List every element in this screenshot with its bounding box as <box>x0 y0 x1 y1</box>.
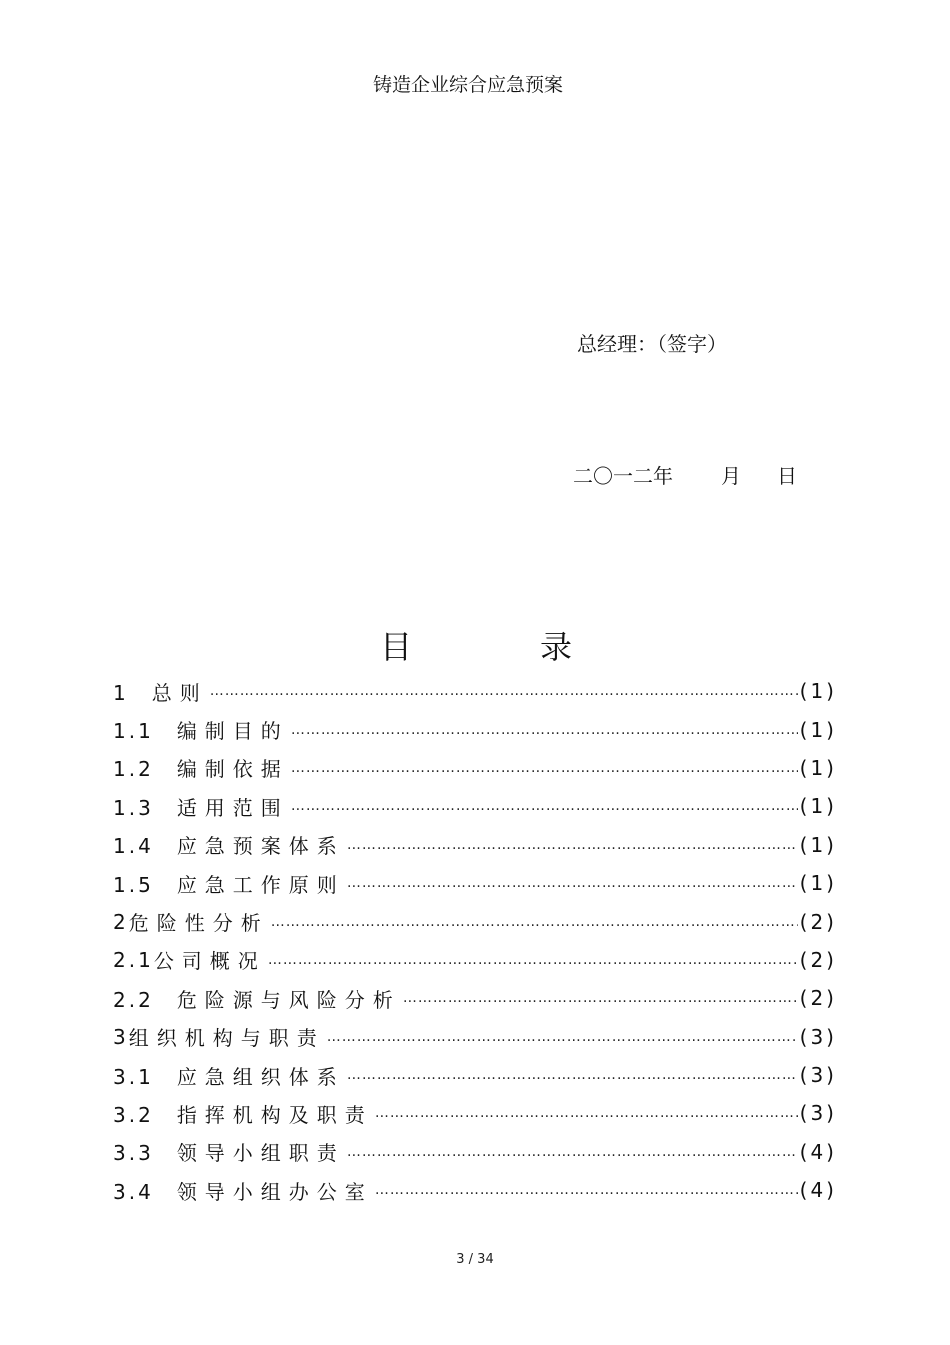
toc-dot-leader <box>271 914 798 930</box>
date-month: 月 <box>721 464 741 488</box>
toc-entry-label: 应急组织体系 <box>176 1064 345 1089</box>
toc-entry-number: 3.1 <box>113 1064 177 1089</box>
toc-entry[interactable] <box>113 1094 837 1132</box>
toc-entry-label: 领导小组办公室 <box>176 1179 373 1204</box>
toc-entry-number: 2.1 <box>113 947 154 972</box>
toc-entry[interactable] <box>113 902 837 940</box>
toc-entry-label: 适用范围 <box>176 795 289 820</box>
toc-entry[interactable] <box>113 1133 837 1171</box>
toc-entry-page: (1) <box>799 871 837 896</box>
toc-entry-label: 编制依据 <box>176 757 289 782</box>
toc-entry-label: 总则 <box>151 680 208 705</box>
toc-dot-leader <box>327 1029 798 1045</box>
toc-entry[interactable] <box>113 710 837 748</box>
toc-entry-number: 1.4 <box>113 834 177 859</box>
toc-dot-leader <box>375 1182 798 1198</box>
toc-entry[interactable] <box>113 749 837 787</box>
date-year: 二〇一二年 <box>573 464 673 488</box>
toc-entry[interactable] <box>113 1018 837 1056</box>
toc-dot-leader <box>347 1144 798 1160</box>
toc-entry[interactable] <box>113 826 837 864</box>
toc-entry-number: 3.4 <box>113 1179 177 1204</box>
toc-entry-page: (2) <box>799 947 837 972</box>
toc-entry-label: 指挥机构及职责 <box>176 1102 373 1127</box>
toc-entry-page: (4) <box>799 1139 837 1164</box>
toc-entry-label: 公司概况 <box>153 949 266 974</box>
toc-entry-label: 应急预案体系 <box>176 834 345 859</box>
toc-entry-number: 3.2 <box>113 1102 177 1127</box>
toc-entry[interactable] <box>113 864 837 902</box>
toc-dot-leader <box>347 837 798 853</box>
toc-entry[interactable] <box>113 979 837 1017</box>
toc-dot-leader <box>403 990 798 1006</box>
page-number-footer: 3 / 34 <box>456 1252 494 1267</box>
toc-entry-page: (3) <box>799 1063 837 1088</box>
toc-entry-label: 组织机构与职责 <box>128 1026 325 1051</box>
toc-entry-page: (3) <box>799 1024 837 1049</box>
toc-dot-leader <box>291 722 798 738</box>
table-of-contents <box>113 672 837 1209</box>
toc-entry-number: 1.5 <box>113 872 177 897</box>
toc-entry-number: 2.2 <box>113 987 177 1012</box>
toc-entry-page: (1) <box>799 717 837 742</box>
toc-entry-page: (3) <box>799 1101 837 1126</box>
running-header-title: 铸造企业综合应急预案 <box>372 74 563 96</box>
toc-entry-number: 2 <box>113 909 129 934</box>
toc-entry-number: 3.3 <box>113 1141 177 1166</box>
toc-entry-page: (1) <box>799 794 837 819</box>
toc-entry-number: 1.2 <box>113 757 177 782</box>
toc-entry-page: (2) <box>799 986 837 1011</box>
toc-dot-leader <box>347 875 798 891</box>
toc-entry-page: (1) <box>799 755 837 780</box>
date-day: 日 <box>777 464 797 488</box>
toc-entry[interactable] <box>113 1056 837 1094</box>
toc-entry-page: (1) <box>799 679 837 704</box>
toc-title-part2: 录 <box>540 628 573 666</box>
signature-line: 总经理：（签字） <box>577 332 727 356</box>
toc-entry-label: 危险源与风险分析 <box>176 987 401 1012</box>
toc-entry-label: 应急工作原则 <box>176 872 345 897</box>
toc-entry-page: (2) <box>799 909 837 934</box>
date-line <box>573 460 797 489</box>
toc-dot-leader <box>291 760 798 776</box>
toc-dot-leader <box>291 798 798 814</box>
toc-entry[interactable] <box>113 1171 837 1209</box>
toc-entry-page: (4) <box>799 1178 837 1203</box>
toc-dot-leader <box>268 952 798 968</box>
toc-dot-leader <box>375 1105 798 1121</box>
toc-entry[interactable] <box>113 672 837 710</box>
toc-entry-page: (1) <box>799 832 837 857</box>
toc-entry-number: 3 <box>113 1024 129 1049</box>
toc-dot-leader <box>347 1067 798 1083</box>
toc-entry-label: 编制目的 <box>176 719 289 744</box>
toc-entry[interactable] <box>113 787 837 825</box>
toc-entry-label: 危险性分析 <box>128 911 269 936</box>
toc-entry-number: 1.1 <box>113 719 177 744</box>
toc-entry-label: 领导小组职责 <box>176 1141 345 1166</box>
toc-entry[interactable] <box>113 941 837 979</box>
toc-title-part1: 目 <box>380 628 413 666</box>
toc-title <box>380 622 572 668</box>
toc-entry-number: 1 <box>113 680 152 705</box>
toc-dot-leader <box>210 683 798 699</box>
toc-entry-number: 1.3 <box>113 795 177 820</box>
